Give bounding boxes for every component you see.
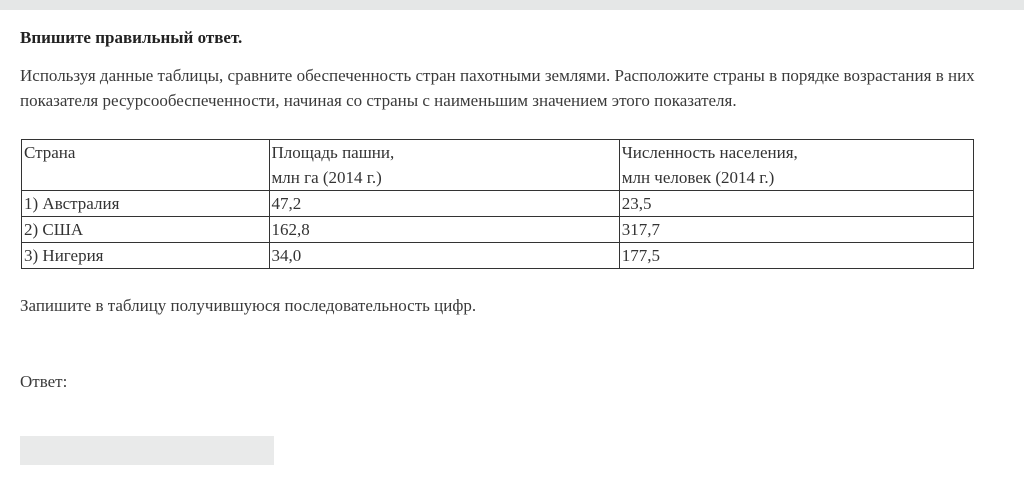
- task-instruction: Впишите правильный ответ.: [20, 28, 243, 47]
- cell-country: 2) США: [22, 217, 270, 243]
- cell-country: 3) Нигерия: [22, 243, 270, 269]
- task-question: Используя данные таблицы, сравните обеспеченность стран пахотными землями. Расположите страны в порядке возрастания в них показателя ресурсообеспеченности, начиная со страны с наименьшим значением этого показателя.: [20, 66, 975, 110]
- task-content: [20, 27, 1010, 393]
- header-population-line2: млн человек (2014 г.): [621, 168, 775, 187]
- answer-label: Ответ:: [20, 372, 68, 391]
- cell-area: 47,2: [269, 191, 619, 217]
- header-area-line2: млн га (2014 г.): [271, 168, 382, 187]
- cell-area: 34,0: [269, 243, 619, 269]
- header-cell-country: [22, 140, 270, 191]
- data-table: [21, 139, 974, 269]
- cell-population: 177,5: [619, 243, 973, 269]
- header-population-line1: Численность населения,: [621, 143, 798, 162]
- table-row: [22, 243, 974, 269]
- table-row: [22, 191, 974, 217]
- answer-input[interactable]: [20, 436, 274, 465]
- cell-country: 1) Австралия: [22, 191, 270, 217]
- cell-population: 23,5: [619, 191, 973, 217]
- answer-prompt: Запишите в таблицу получившуюся последовательность цифр.: [20, 296, 477, 315]
- cell-population: 317,7: [619, 217, 973, 243]
- top-bar: [0, 0, 1024, 10]
- header-cell-population: [619, 140, 973, 191]
- header-area-line1: Площадь пашни,: [271, 143, 395, 162]
- cell-area: 162,8: [269, 217, 619, 243]
- table-row: [22, 217, 974, 243]
- header-cell-area: [269, 140, 619, 191]
- header-country-line1: Страна: [24, 143, 76, 162]
- table-header-row: [22, 140, 974, 191]
